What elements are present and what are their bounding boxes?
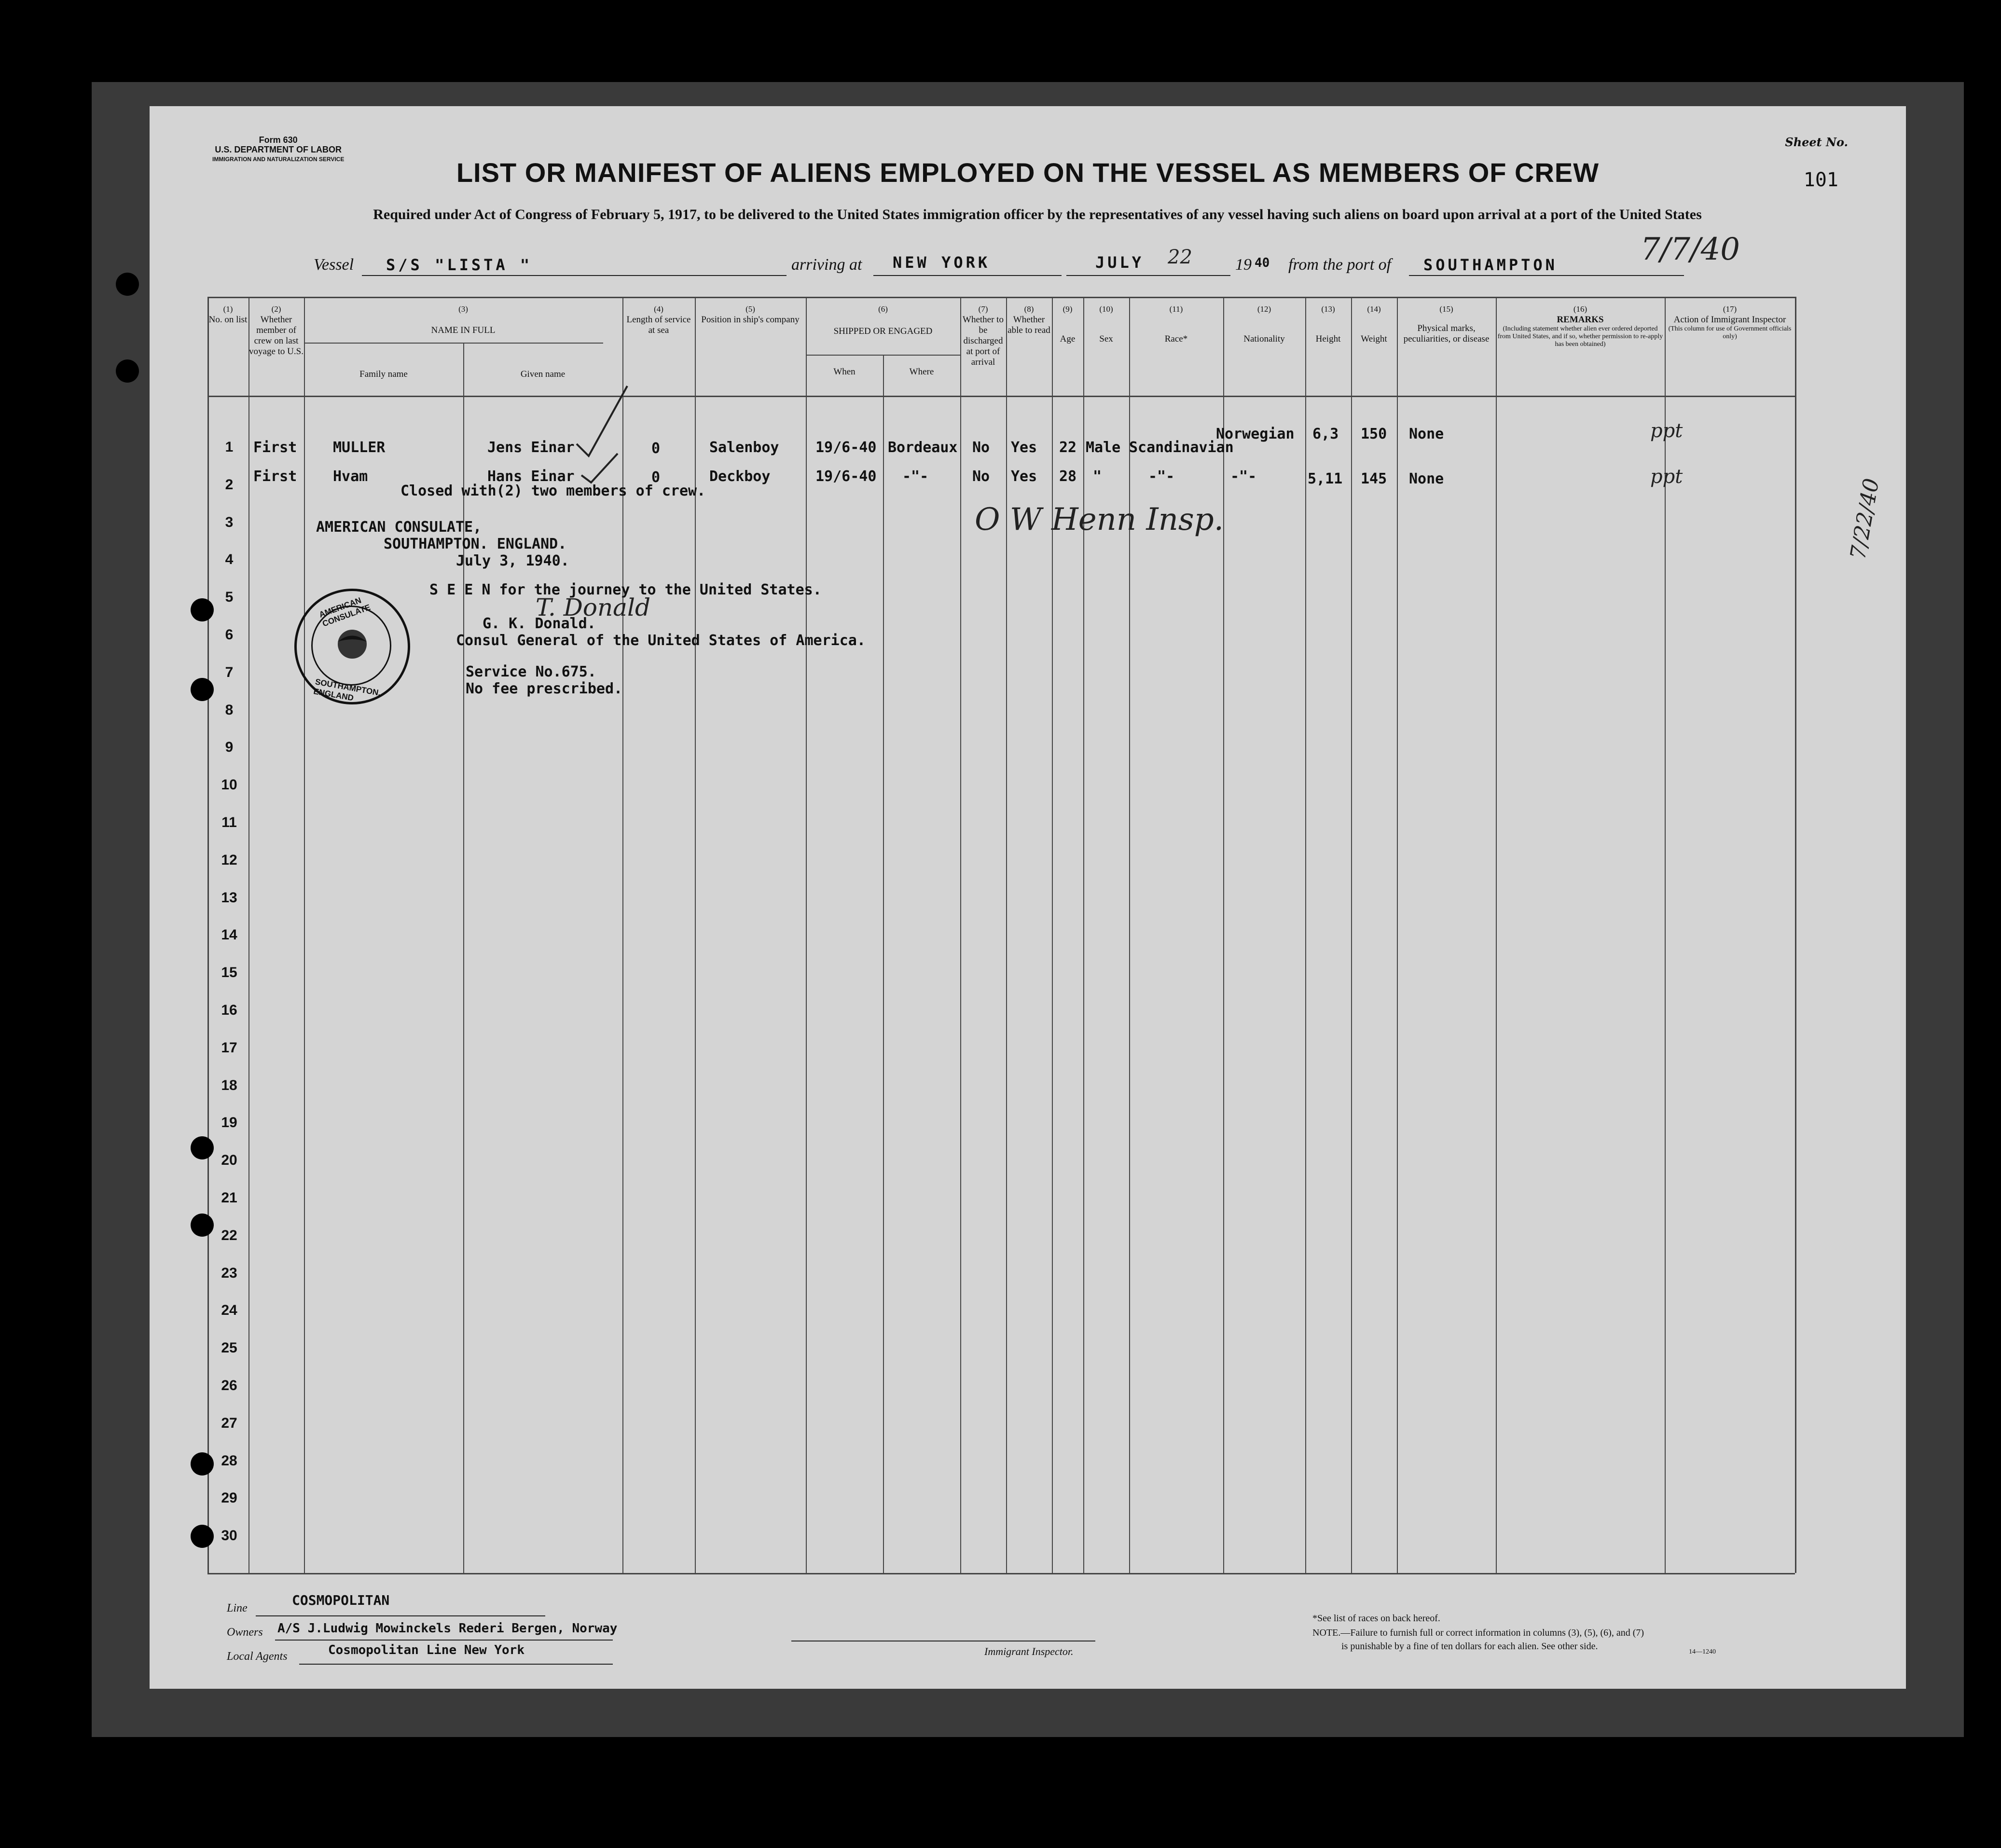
col-8-header: (8) Whether able to read	[1007, 304, 1050, 335]
arrival-day: 22	[1168, 246, 1192, 268]
row-2-sex: "	[1093, 468, 1102, 485]
row-number: 3	[225, 514, 234, 530]
col-11-header: (11) Race*	[1164, 304, 1188, 344]
punch-hole	[191, 1452, 214, 1476]
row-number: 14	[221, 927, 237, 943]
row-1-race: Scandinavian	[1129, 439, 1234, 456]
row-1-given-name: Jens Einar	[487, 439, 575, 456]
year-suffix: 40	[1255, 256, 1270, 270]
sheet-label: Sheet No.	[1785, 135, 1848, 149]
row-2-last-voyage: First	[253, 468, 297, 485]
row-2-discharged: No	[972, 468, 990, 485]
arrival-month: JULY	[1095, 253, 1145, 272]
year-prefix: 19	[1235, 256, 1252, 274]
row-2-position: Deckboy	[709, 468, 771, 485]
row-2-marks: None	[1409, 470, 1444, 487]
footer-note-1: NOTE.—Failure to furnish full or correct information in columns (3), (5), (6), and (7)	[1312, 1627, 1644, 1638]
row-number: 1	[225, 439, 234, 455]
races-note: *See list of races on back hereof.	[1312, 1613, 1440, 1624]
manifest-page	[150, 106, 1906, 1689]
row-number: 9	[225, 739, 234, 756]
line-label: Line	[227, 1602, 248, 1614]
row-number: 18	[221, 1077, 237, 1093]
row-1-when: 19/6-40	[815, 439, 877, 456]
consulate-line-1: AMERICAN CONSULATE,	[316, 519, 482, 536]
row-2-height: 5,11	[1308, 470, 1343, 487]
row-number: 12	[221, 852, 237, 868]
col-13-header: (13) Height	[1315, 304, 1341, 344]
col-4-header: (4) Length of service at sea	[626, 304, 691, 335]
page-subtitle: Required under Act of Congress of February 5, 1917, to be delivered to the United States immigration officer by the representatives of any vessel having such aliens on board upon arrival at a port of the United States	[373, 207, 1702, 222]
col-12-header: (12) Nationality	[1243, 304, 1285, 344]
col-9-header: (9) Age	[1060, 304, 1076, 344]
row-2-nationality: -"-	[1230, 468, 1257, 485]
row-number: 5	[225, 589, 234, 606]
arriving-label: arriving at	[791, 256, 862, 274]
consulate-line-2: SOUTHAMPTON. ENGLAND.	[384, 536, 567, 552]
row-number: 7	[225, 664, 234, 680]
col-10-header: (10) Sex	[1099, 304, 1113, 344]
col-5-header: (5) Position in ship's company	[701, 304, 800, 325]
row-1-service: 0	[651, 440, 661, 457]
col-1-header: (1) No. on list	[208, 304, 248, 325]
row-2-weight: 145	[1361, 470, 1387, 487]
row-1-last-voyage: First	[253, 439, 297, 456]
row-2-service: 0	[651, 469, 661, 486]
row-number: 26	[221, 1378, 237, 1393]
row-2-read: Yes	[1011, 468, 1037, 485]
consul-name: G. K. Donald.	[483, 615, 596, 632]
arrival-port: NEW YORK	[893, 253, 991, 272]
inspector-label: Immigrant Inspector.	[984, 1645, 1074, 1657]
row-number: 6	[225, 627, 234, 643]
punch-hole	[191, 1525, 214, 1548]
from-port: SOUTHAMPTON	[1423, 256, 1558, 274]
row-number: 13	[221, 889, 237, 906]
row-1-sex: Male	[1086, 439, 1121, 456]
row-1-weight: 150	[1361, 426, 1387, 442]
punch-hole	[191, 1214, 214, 1237]
vessel-label: Vessel	[314, 256, 354, 274]
row-number: 20	[221, 1152, 237, 1169]
when-header: When	[833, 367, 856, 377]
eagle-seal-icon	[333, 625, 372, 663]
row-number: 30	[221, 1528, 237, 1544]
from-port-label: from the port of	[1288, 256, 1392, 274]
row-number: 29	[221, 1490, 237, 1506]
agents-label: Local Agents	[227, 1650, 288, 1663]
row-1-height: 6,3	[1312, 426, 1339, 442]
row-number: 28	[221, 1452, 237, 1469]
form-number: Form 630	[259, 135, 298, 145]
consulate-date: July 3, 1940.	[456, 552, 569, 569]
row-number: 11	[221, 814, 237, 830]
row-number: 10	[221, 777, 237, 793]
col-17-header: (17) Action of Immigrant Inspector (This column for use of Government officials only)	[1668, 304, 1792, 340]
row-2-race: -"-	[1148, 468, 1175, 485]
row-2-where: -"-	[902, 468, 929, 485]
row-number: 22	[221, 1227, 237, 1243]
owners-label: Owners	[227, 1626, 263, 1639]
row-2-age: 28	[1059, 468, 1077, 485]
footer-note-2: is punishable by a fine of ten dollars for each alien. See other side.	[1341, 1641, 1598, 1652]
consul-title: Consul General of the United States of America.	[456, 632, 866, 649]
row-number: 15	[221, 965, 237, 981]
row-number: 19	[221, 1115, 237, 1131]
closed-note: Closed with(2) two members of crew.	[400, 483, 706, 499]
row-2-when: 19/6-40	[815, 468, 877, 485]
col-14-header: (14) Weight	[1361, 304, 1387, 344]
col-16-header: (16) REMARKS (Including statement whether alien ever ordered deported from United States, and if so, whether permission to re-apply has been obtained)	[1497, 304, 1663, 348]
row-number: 4	[225, 552, 234, 568]
row-1-read: Yes	[1011, 439, 1037, 456]
department: U.S. DEPARTMENT OF LABOR	[215, 145, 342, 154]
service-name: IMMIGRATION AND NATURALIZATION SERVICE	[212, 156, 345, 163]
row-number: 8	[225, 702, 234, 718]
punch-hole	[191, 1136, 214, 1159]
row-1-family-name: MULLER	[333, 439, 386, 456]
owners-value: A/S J.Ludwig Mowinckels Rederi Bergen, Norway	[277, 1621, 618, 1636]
row-1-nationality: Norwegian	[1216, 426, 1295, 442]
consulate-stamp: AMERICAN CONSULATE SOUTHAMPTON, ENGLAND	[294, 589, 410, 704]
col-3-header: (3) NAME IN FULL	[431, 304, 496, 335]
row-2-given-name: Hans Einar	[487, 468, 575, 485]
agents-value: Cosmopolitan Line New York	[328, 1643, 524, 1657]
col-6-header: (6) SHIPPED OR ENGAGED	[833, 304, 933, 336]
seen-note: S E E N for the journey to the United States.	[429, 581, 822, 598]
row-1-action: ppt	[1650, 420, 1683, 442]
row-number: 25	[221, 1340, 237, 1356]
margin-date: 7/22/40	[1845, 476, 1884, 562]
col-2-header: (2) Whether member of crew on last voyage to U.S.	[249, 304, 304, 357]
row-number: 21	[221, 1190, 237, 1206]
col-7-header: (7) Whether to be discharged at port of arrival	[963, 304, 1004, 367]
row-number: 24	[221, 1302, 237, 1319]
row-number: 17	[221, 1039, 237, 1056]
line-value: COSMOPOLITAN	[292, 1592, 390, 1608]
handwritten-date: 7/7/40	[1641, 232, 1740, 267]
form-code: 14—1240	[1689, 1648, 1716, 1655]
punch-hole	[191, 598, 214, 621]
row-number: 27	[221, 1415, 237, 1431]
punch-hole	[191, 678, 214, 701]
page-title: LIST OR MANIFEST OF ALIENS EMPLOYED ON THE VESSEL AS MEMBERS OF CREW	[456, 157, 1600, 188]
consul-signature: T. Donald	[536, 593, 650, 621]
sheet-number: 101	[1803, 169, 1838, 191]
service-number: Service No.675.	[466, 663, 596, 680]
row-1-discharged: No	[972, 439, 990, 456]
where-header: Where	[909, 367, 934, 377]
row-2-family-name: Hvam	[333, 468, 368, 485]
punch-hole	[116, 273, 139, 296]
row-1-marks: None	[1409, 426, 1444, 442]
row-1-age: 22	[1059, 439, 1077, 456]
col-15-header: (15) Physical marks, peculiarities, or disease	[1403, 304, 1490, 344]
row-1-position: Salenboy	[709, 439, 779, 456]
row-2-action: ppt	[1650, 466, 1683, 488]
checkmark-icon	[574, 376, 632, 487]
family-name-header: Family name	[359, 369, 408, 379]
vessel-name: S/S "LISTA "	[386, 256, 533, 274]
row-1-where: Bordeaux	[888, 439, 958, 456]
fee-note: No fee prescribed.	[466, 680, 623, 697]
row-number: 2	[225, 476, 234, 493]
row-number: 23	[221, 1265, 237, 1281]
row-number: 16	[221, 1002, 237, 1018]
inspector-signature: O W Henn Insp.	[975, 502, 1224, 538]
punch-hole	[116, 359, 139, 383]
given-name-header: Given name	[520, 369, 566, 379]
